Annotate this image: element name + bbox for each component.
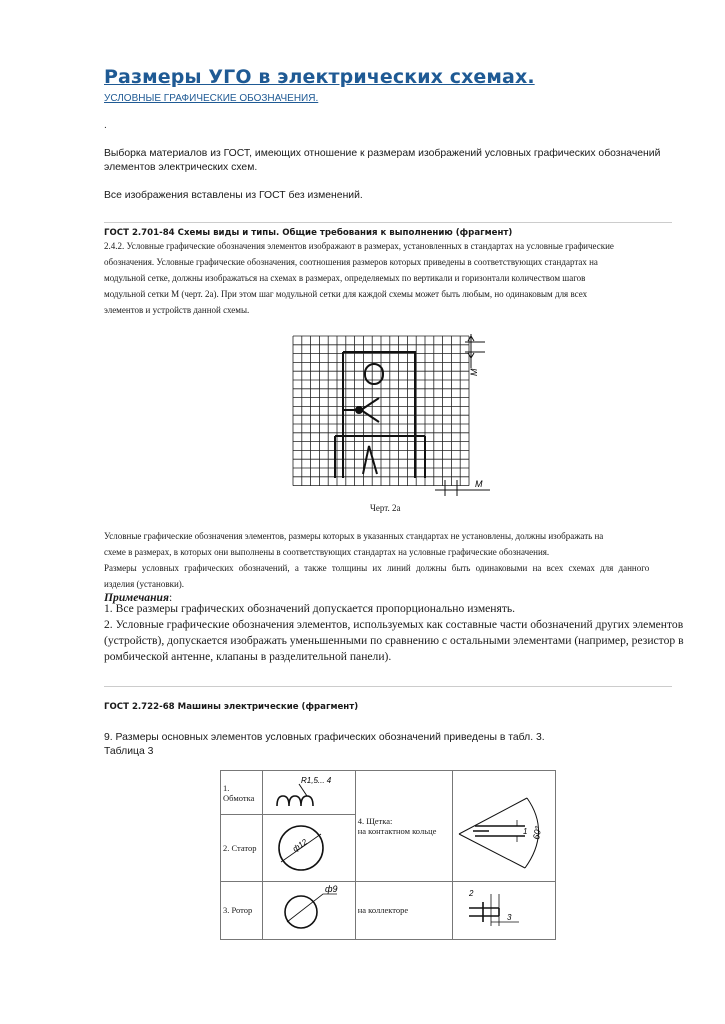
para-line: 2.4.2. Условные графические обозначения элементов изображают в размерах, установленных в стандартах на условные графические	[104, 241, 614, 251]
rotor-symbol	[265, 882, 353, 936]
dot-text: .	[104, 120, 107, 131]
section-heading-gost-2-701: ГОСТ 2.701-84 Схемы виды и типы. Общие требования к выполнению (фрагмент)	[104, 228, 513, 238]
dim-angle: 60°	[531, 825, 544, 841]
cell-winding-label: 1. Обмотка	[221, 771, 263, 815]
winding-symbol	[265, 772, 353, 812]
brush-title: 4. Щетка:	[357, 815, 393, 826]
notes-heading-text: Примечания	[104, 591, 169, 604]
note-item: ромбической антенне, клапаны в разделительной панели).	[104, 650, 392, 663]
para-line: Условные графические обозначения элементов, размеры которых в указанных стандартах не установлены, должны изображать на	[104, 531, 604, 541]
para-line: модульной сетки М (черт. 2а). При этом шаг модульной сетки для каждой схемы может быть любым, но одинаковым для всех	[104, 289, 588, 299]
section1-after-paragraph	[104, 528, 674, 592]
label-m-horizontal: М	[475, 479, 483, 489]
section2-line-1: 9. Размеры основных элементов условных графических обозначений приведены в табл. 3.	[104, 732, 545, 743]
cell-stator-label: 2. Статор	[221, 815, 263, 881]
intro-line-2: элементов электрических схем.	[104, 162, 258, 173]
dim-rotor: ф9	[324, 884, 338, 895]
cell-brush-ring-drawing	[452, 771, 555, 882]
divider	[104, 222, 672, 223]
note-item: (устройств), допускается изображать уменьшенными по сравнению с остальными элементами (например, резистор в	[104, 634, 684, 647]
page-subtitle[interactable]: УСЛОВНЫЕ ГРАФИЧЕСКИЕ ОБОЗНАЧЕНИЯ.	[104, 93, 319, 104]
grid-lines	[293, 336, 469, 486]
dim-stator: ф12	[290, 837, 309, 854]
para-line: Размеры условных графических обозначений, а также толщины их линий должны быть одинаковыми на всех схемах для данного	[104, 563, 650, 573]
cell-brush-ring-label	[355, 771, 452, 882]
notes-list	[104, 601, 684, 665]
para-line: обозначения. Условные графические обозначения, соотношения размеров которых приведены в соответствующих стандартах на	[104, 257, 598, 267]
dim-2: 2	[468, 889, 474, 899]
cell-brush-collector-drawing	[452, 881, 555, 939]
intro-line-1: Выборка материалов из ГОСТ, имеющих отношение к размерам изображений условных графических обозначений	[104, 148, 661, 159]
intro-line-3: Все изображения вставлены из ГОСТ без изменений.	[104, 190, 363, 201]
brush-ring-symbol	[455, 776, 553, 874]
dim-winding: R1,5... 4	[300, 775, 331, 785]
brush-collector-symbol	[455, 882, 553, 936]
notes-colon: :	[168, 591, 173, 604]
dimension-m-vertical	[465, 334, 485, 368]
section2-table-label: Таблица 3	[104, 746, 154, 757]
modular-grid-figure	[285, 328, 495, 500]
cell-stator-drawing	[262, 815, 355, 881]
page-title[interactable]: Размеры УГО в электрических схемах.	[104, 66, 535, 88]
para-line: изделия (установки).	[104, 579, 185, 589]
brush-ring-label: на контактном кольце	[357, 825, 437, 836]
table-row	[221, 771, 556, 815]
section1-paragraph	[104, 238, 614, 318]
note-item: 1. Все размеры графических обозначений допускается пропорционально изменять.	[104, 602, 516, 615]
cell-winding-drawing	[262, 771, 355, 815]
cell-brush-collector-label: на коллекторе	[355, 881, 452, 939]
dim-1: 1	[522, 826, 528, 836]
label-m-vertical: М	[469, 368, 479, 376]
note-item: 2. Условные графические обозначения элементов, используемых как составные части обозначений других элементов	[104, 618, 684, 631]
para-line: модульной сетке, должны изображаться на схемах в размерах, определяемых по вертикали и горизонтали количеством шагов	[104, 273, 586, 283]
divider	[104, 686, 672, 687]
stator-symbol	[265, 816, 353, 878]
dim-3: 3	[506, 913, 512, 923]
table-row	[221, 881, 556, 939]
para-line: схеме в размерах, в которых они выполнены в соответствующих стандартах на условные графические обозначения.	[104, 547, 550, 557]
cell-rotor-drawing	[262, 881, 355, 939]
cell-rotor-label: 3. Ротор	[221, 881, 263, 939]
section-heading-gost-2-722: ГОСТ 2.722-68 Машины электрические (фрагмент)	[104, 702, 359, 712]
para-line: элементов и устройств данной схемы.	[104, 305, 250, 315]
table-3	[220, 770, 556, 940]
figure-caption: Черт. 2а	[370, 503, 401, 513]
